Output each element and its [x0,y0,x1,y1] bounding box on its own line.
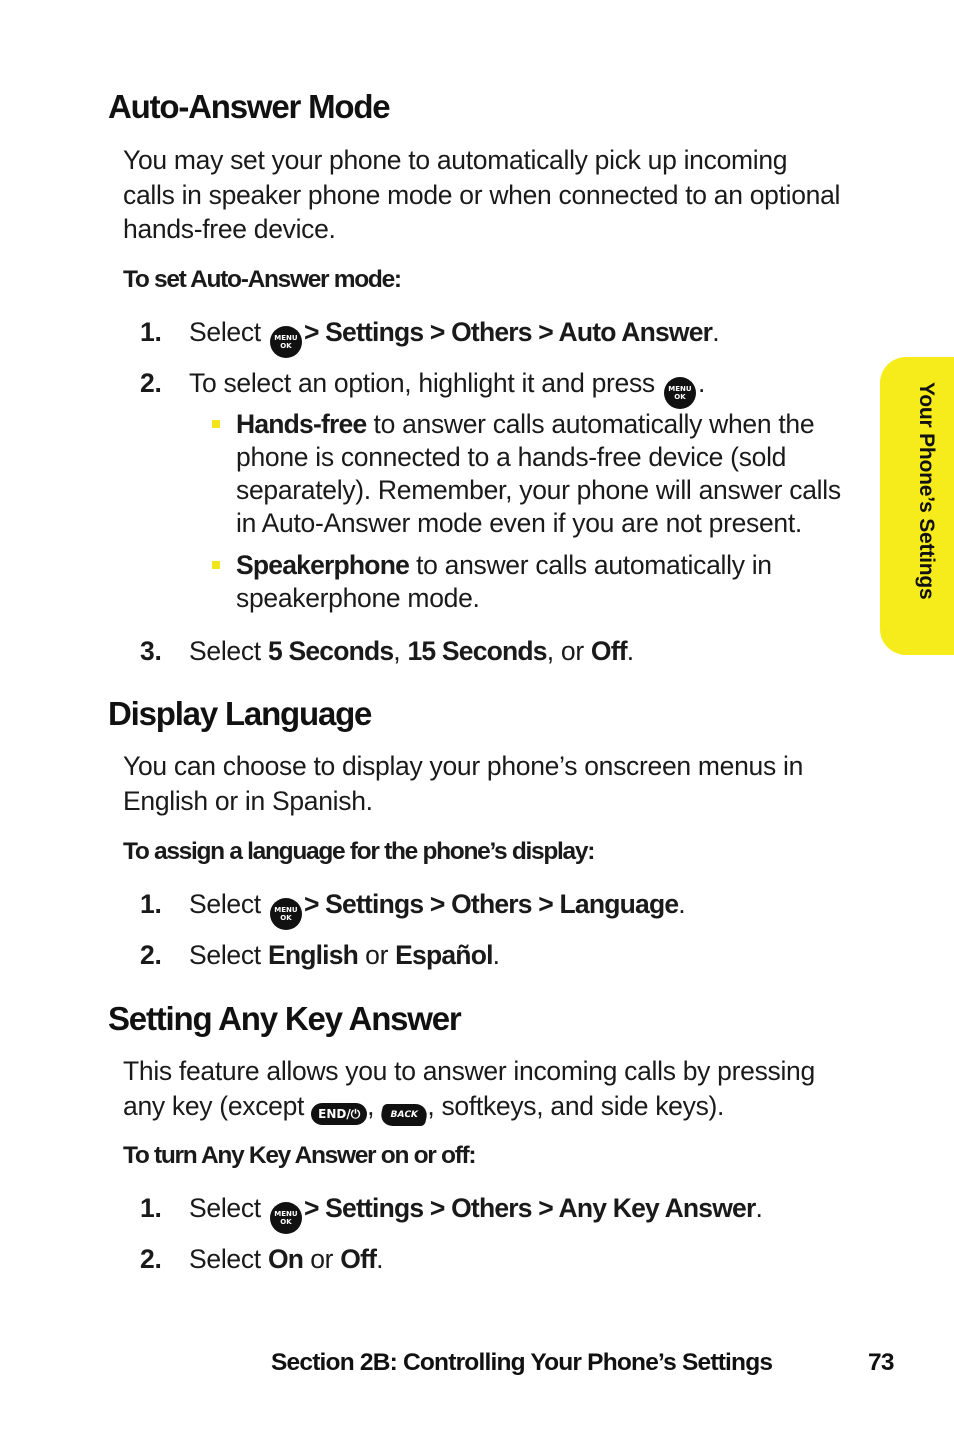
option-off: Off [340,1244,377,1274]
any-key-subheading: To turn Any Key Answer on or off: [123,1142,476,1169]
step-number: 3. [140,636,162,666]
step-number: 2. [140,368,162,398]
step-number: 2. [140,940,162,970]
step-text: To select an option, highlight it and press [189,368,655,398]
display-language-subheading: To assign a language for the phone’s display: [123,838,595,865]
auto-answer-intro: You may set your phone to automatically pick up incoming calls in speaker phone mode or when connected to an optional hands-free device. [123,145,841,244]
option-description: to answer calls automatically when the phone is connected to a hands-free device (sold separately). Remember, your phone will answer calls in Auto-Answer mode even if you are not present. [236,409,841,538]
menu-ok-key-icon: MENU OK [270,326,302,358]
option-5-seconds: 5 Seconds [267,636,394,666]
option-off: Off [590,636,627,666]
menu-path: > Settings > Others > Any Key Answer [303,1193,756,1223]
bullet-square-icon [212,561,220,569]
menu-ok-key-icon: MENU OK [270,898,302,930]
menu-path: > Settings > Others > Language [303,889,679,919]
step-number: 1. [140,889,162,919]
option-espanol: Español [395,940,493,970]
step-number: 2. [140,1244,162,1274]
any-key-intro: This feature allows you to answer incoming calls by pressing any key (except END/⏻ , BACK , softkeys, and side keys). [123,1054,843,1126]
auto-answer-heading: Auto-Answer Mode [108,88,390,125]
side-tab-label: Your Phone’s Settings [915,382,938,600]
menu-path: > Settings > Others > Auto Answer [303,317,713,347]
footer-section-title: Section 2B: Controlling Your Phone’s Settings [271,1349,773,1376]
option-term: Speakerphone [236,550,410,580]
manual-page: Your Phone’s Settings Auto-Answer Mode You may set your phone to automatically pick up incoming calls in speaker phone mode or when connected to an optional hands-free device. To set Auto-Answer mode: 1. Select MENU OK > Settings > Others > Auto Answer. 2. To select an option, highlight it and press MENU OK . Hands-free to answer calls automatically when the phone is connected to a hands-free device (sold separately). Remember, your phone will answer calls in Auto-Answer mode even if you are not present. Speakerphone to answer calls automatically in speakerphone mode. 3. Select 5 Seconds, 15 Seconds, or Off. Display Language You can choose to display your phone’s onscreen menus in English or in Spanish. To assign a language for the phone’s display: 1. Select MENU OK > Settings > Others > Language. 2. Select English or Español. Setting Any Key Answer This feature allows you to answer incoming calls by pressing any key (except END/⏻ , BACK , softkeys, and side keys). To turn Any Key Answer on or off: 1. Select MENU OK > Settings > Others > Any Key Answer. 2. Select On or Off. Section 2B: Controlling Your Phone’s Settings 73 [0,0,954,1431]
page-number: 73 [868,1349,894,1376]
bullet-square-icon [212,420,220,428]
option-english: English [267,940,359,970]
any-key-heading: Setting Any Key Answer [108,1000,461,1037]
auto-answer-subheading: To set Auto-Answer mode: [123,266,401,293]
option-15-seconds: 15 Seconds [407,636,547,666]
step-prefix: Select [189,317,261,347]
option-description: to answer calls automatically in speakerphone mode. [236,550,772,613]
menu-ok-key-icon: MENU OK [270,1202,302,1234]
end-power-key-icon: END/⏻ [311,1103,367,1125]
back-key-icon: BACK [379,1104,430,1126]
option-term: Hands-free [236,409,367,439]
option-on: On [267,1244,304,1274]
step-number: 1. [140,1193,162,1223]
display-language-intro: You can choose to display your phone’s onscreen menus in English or in Spanish. [123,751,804,816]
display-language-heading: Display Language [108,695,372,732]
step-number: 1. [140,317,162,347]
menu-ok-key-icon: MENU OK [664,377,696,409]
